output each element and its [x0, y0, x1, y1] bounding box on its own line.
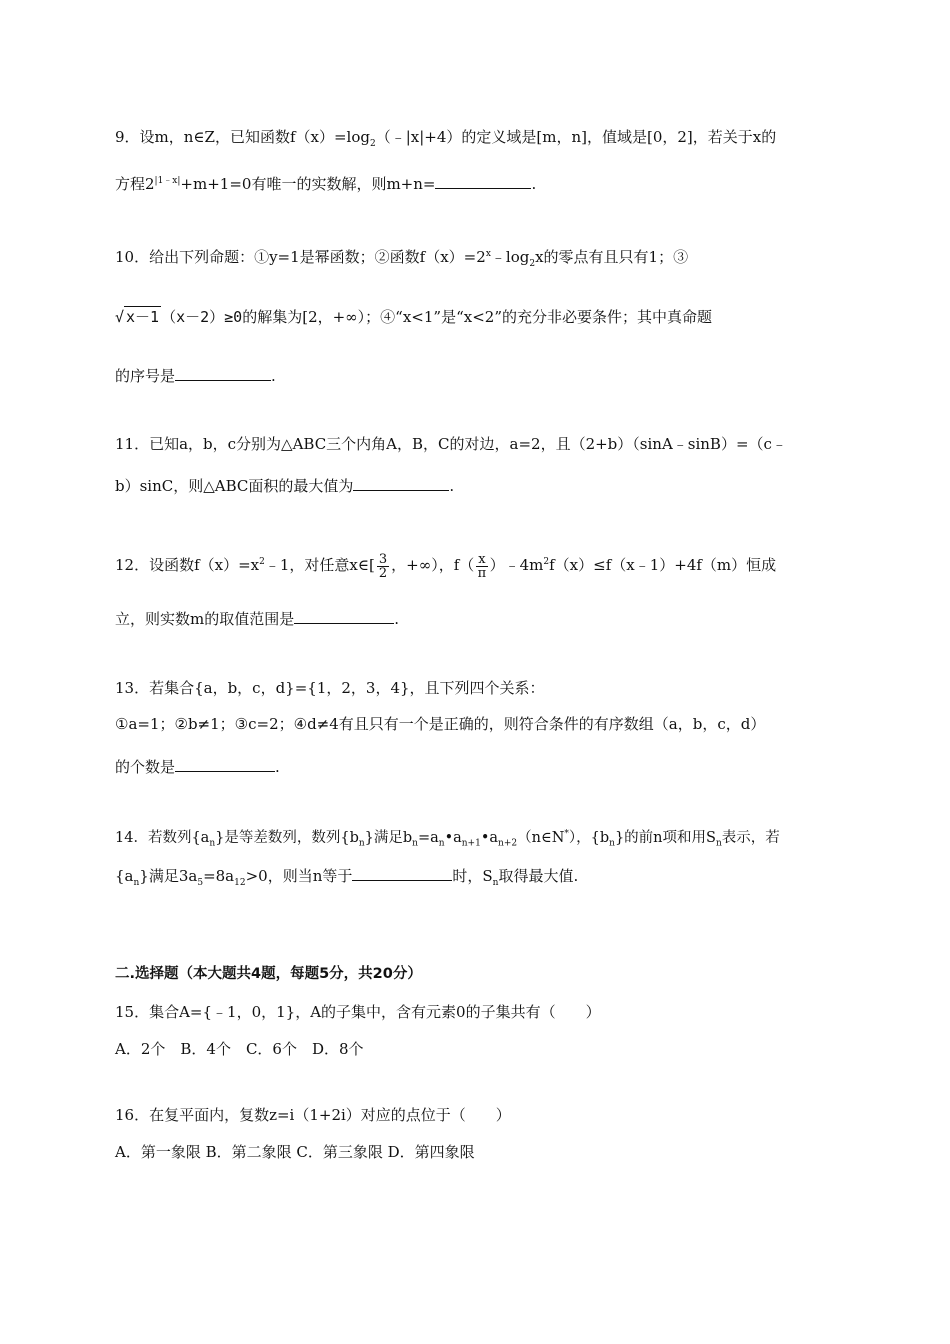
sqrt-inequality: √ x－1 （x－2）≥0 — [115, 308, 243, 326]
sqrt-radical-icon: √ — [115, 308, 125, 326]
q10-line1: 10．给出下列命题：①y=1是幂函数；②函数$f(x)=2^x﹣\log_2x$的零点有且只有1；③ — [115, 248, 689, 269]
q10-line2: √ x－1 （x－2）≥0 的解集为[2，+∞）；④“x<1”是“x<2”的充分非必要条件；其中真命题 — [115, 308, 712, 326]
q9-line1: 9．设m，n∈Z，已知函数$f(x)=\log_2(﹣|x|+4)$的定义域是[m，n]，值域是[0，2]，若关于x的 — [115, 128, 777, 149]
fraction-three-halves: $\frac{3}{2}$ — [378, 551, 388, 581]
q14-line1: 14．若数列$\{a_n\}$是等差数列，数列$\{b_n\}$满足$b_n=a_n•a_{n+1}•a_{n+2}(n\in N^*)$，$\{b_n\}$的前n项和用$S_n$表示，若 — [115, 829, 780, 849]
q15-stem: 15．集合A={﹣1，0，1}，A的子集中，含有元素0的子集共有（ ） — [115, 1003, 601, 1021]
answer-blank-11[interactable] — [353, 474, 449, 491]
q16-stem: 16．在复平面内，复数z=i（1+2i）对应的点位于（ ） — [115, 1106, 511, 1124]
answer-blank-13[interactable] — [175, 755, 275, 772]
q10-line3: 的序号是 . — [115, 364, 276, 386]
q9-line2: 方程$2^{|1﹣x|}+m+1=0$有唯一的实数解，则m+n= . — [115, 171, 536, 194]
q11-line2: b）sinC，则△ABC面积的最大值为 . — [115, 474, 454, 496]
q13-line3: 的个数是 . — [115, 755, 280, 777]
answer-blank-10[interactable] — [175, 364, 271, 381]
answer-blank-9[interactable] — [435, 172, 531, 189]
q13-line2: ①a=1；②b≠1；③c=2；④d≠4有且只有一个是正确的，则符合条件的有序数组（a，b，c，d） — [115, 715, 766, 733]
q16-options: A．第一象限 B．第二象限 C．第三象限 D．第四象限 — [115, 1143, 475, 1161]
answer-blank-14[interactable] — [352, 864, 452, 881]
q11-line1: 11．已知a，b，c分别为△ABC三个内角A，B，C的对边，a=2，且（2+b）（sinA﹣sinB）=（c﹣ — [115, 435, 787, 453]
answer-blank-12[interactable] — [294, 607, 394, 624]
q12-line2: 立，则实数m的取值范围是 . — [115, 607, 399, 629]
q12-line1: 12．设函数$f(x)=x^2﹣1$，对任意x∈[ $\frac{3}{2}$ ，+∞），f（ $\frac{x}{\pi}$ ）$﹣4m^2f(x)\le f(x﹣1)+4f(m)$恒成 — [115, 551, 777, 581]
q15-options: A．2个 B．4个 C．6个 D．8个 — [115, 1040, 364, 1058]
q13-line1: 13．若集合{a，b，c，d}={1，2，3，4}，且下列四个关系： — [115, 679, 545, 697]
q14-line2: $\{a_n\}$满足$3a_5=8a_{12}>0$，则当n等于 时，$S_n$取得最大值. — [115, 864, 578, 893]
section-title: 二.选择题（本大题共4题，每题5分，共20分） — [115, 966, 422, 982]
fraction-x-over-pi: $\frac{x}{\pi}$ — [477, 551, 487, 581]
